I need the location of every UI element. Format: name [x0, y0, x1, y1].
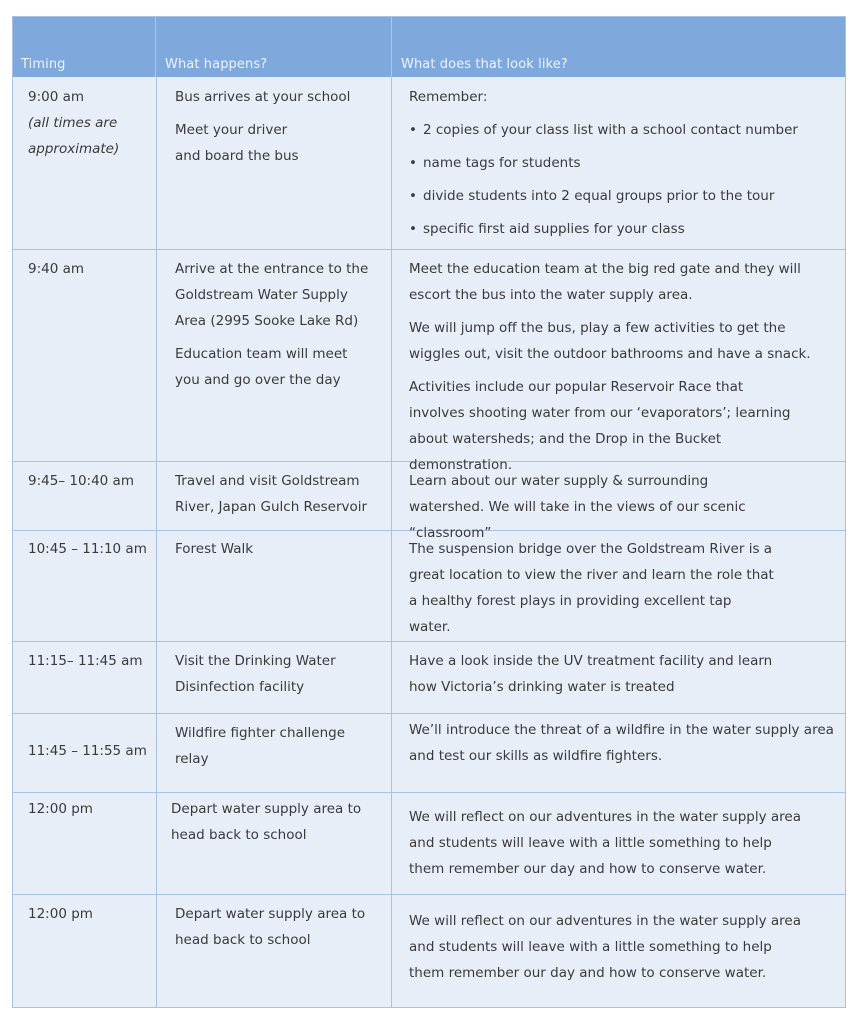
header-timing: Timing [21, 57, 66, 72]
timing-cell: 9:40 am [28, 261, 85, 277]
table-row [28, 536, 153, 562]
looks-like-cell: We will jump off the bus, play a few activities to get the wiggles out, visit the outdoor bathrooms and have a snack. [409, 320, 811, 362]
table-row [28, 648, 153, 674]
table-header [13, 17, 845, 77]
looks-like-cell: Learn about our water supply & surrounding watershed. We will take in the views of our scenic “classroom” [409, 473, 746, 541]
looks-like-cell: We will reflect on our adventures in the water supply area and students will leave with a little something to help them remember our day and how to conserve water. [409, 913, 801, 981]
schedule-table [12, 16, 846, 1008]
checklist-item: • 2 copies of your class list with a school contact number [409, 117, 839, 143]
timing-cell: 12:00 pm [28, 801, 93, 817]
what-happens-cell: Wildfire fighter challenge relay [175, 725, 346, 767]
looks-like-cell: The suspension bridge over the Goldstream River is a great location to view the river and learn the role that a healthy forest plays in providing excellent tap water. [409, 541, 774, 635]
what-happens-cell: Depart water supply area to head back to school [171, 801, 362, 843]
table-row [28, 84, 148, 162]
table-row [28, 468, 153, 494]
looks-like-cell: We’ll introduce the threat of a wildfire in the water supply area and test our skills as wildfire fighters. [409, 722, 834, 764]
what-happens-cell: Bus arrives at your school [175, 89, 351, 105]
checklist-item: • specific first aid supplies for your class [409, 216, 839, 242]
what-happens-cell: Visit the Drinking Water Disinfection facility [175, 653, 336, 695]
timing-cell: 9:45– 10:40 am [28, 473, 134, 489]
timing-cell: 11:15– 11:45 am [28, 653, 143, 669]
what-happens-cell: Forest Walk [175, 541, 254, 557]
header-what-happens: What happens? [165, 57, 268, 72]
looks-like-intro: Remember: [409, 89, 488, 105]
looks-like-cell: Meet the education team at the big red gate and they will escort the bus into the water supply area. [409, 261, 801, 303]
looks-like-cell: Have a look inside the UV treatment facility and learn how Victoria’s drinking water is treated [409, 653, 773, 695]
table-row [28, 738, 153, 764]
what-happens-cell: Education team will meet you and go over the day [175, 346, 348, 388]
timing-cell: 11:45 – 11:55 am [28, 743, 147, 759]
checklist-item: • name tags for students [409, 150, 839, 176]
table-row [28, 901, 153, 927]
timing-cell: 10:45 – 11:10 am [28, 541, 147, 557]
looks-like-cell: Activities include our popular Reservoir Race that involves shooting water from our ‘evaporators’; learning about watersheds; and the Drop in the Bucket demonstration. [409, 379, 791, 473]
header-looks-like: What does that look like? [401, 57, 568, 72]
looks-like-cell: We will reflect on our adventures in the water supply area and students will leave with a little something to help them remember our day and how to conserve water. [409, 809, 801, 877]
timing-cell: 9:00 am [28, 89, 85, 105]
what-happens-cell: Depart water supply area to head back to school [175, 906, 366, 948]
what-happens-cell: Meet your driver and board the bus [175, 122, 299, 164]
what-happens-cell: Arrive at the entrance to the Goldstream Water Supply Area (2995 Sooke Lake Rd) [175, 261, 369, 329]
what-happens-cell: Travel and visit Goldstream River, Japan Gulch Reservoir [175, 473, 368, 515]
table-row [28, 796, 153, 822]
checklist-item: • divide students into 2 equal groups prior to the tour [409, 183, 839, 209]
timing-cell: 12:00 pm [28, 906, 93, 922]
timing-note: (all times are approximate) [28, 115, 120, 157]
table-row [28, 256, 148, 282]
